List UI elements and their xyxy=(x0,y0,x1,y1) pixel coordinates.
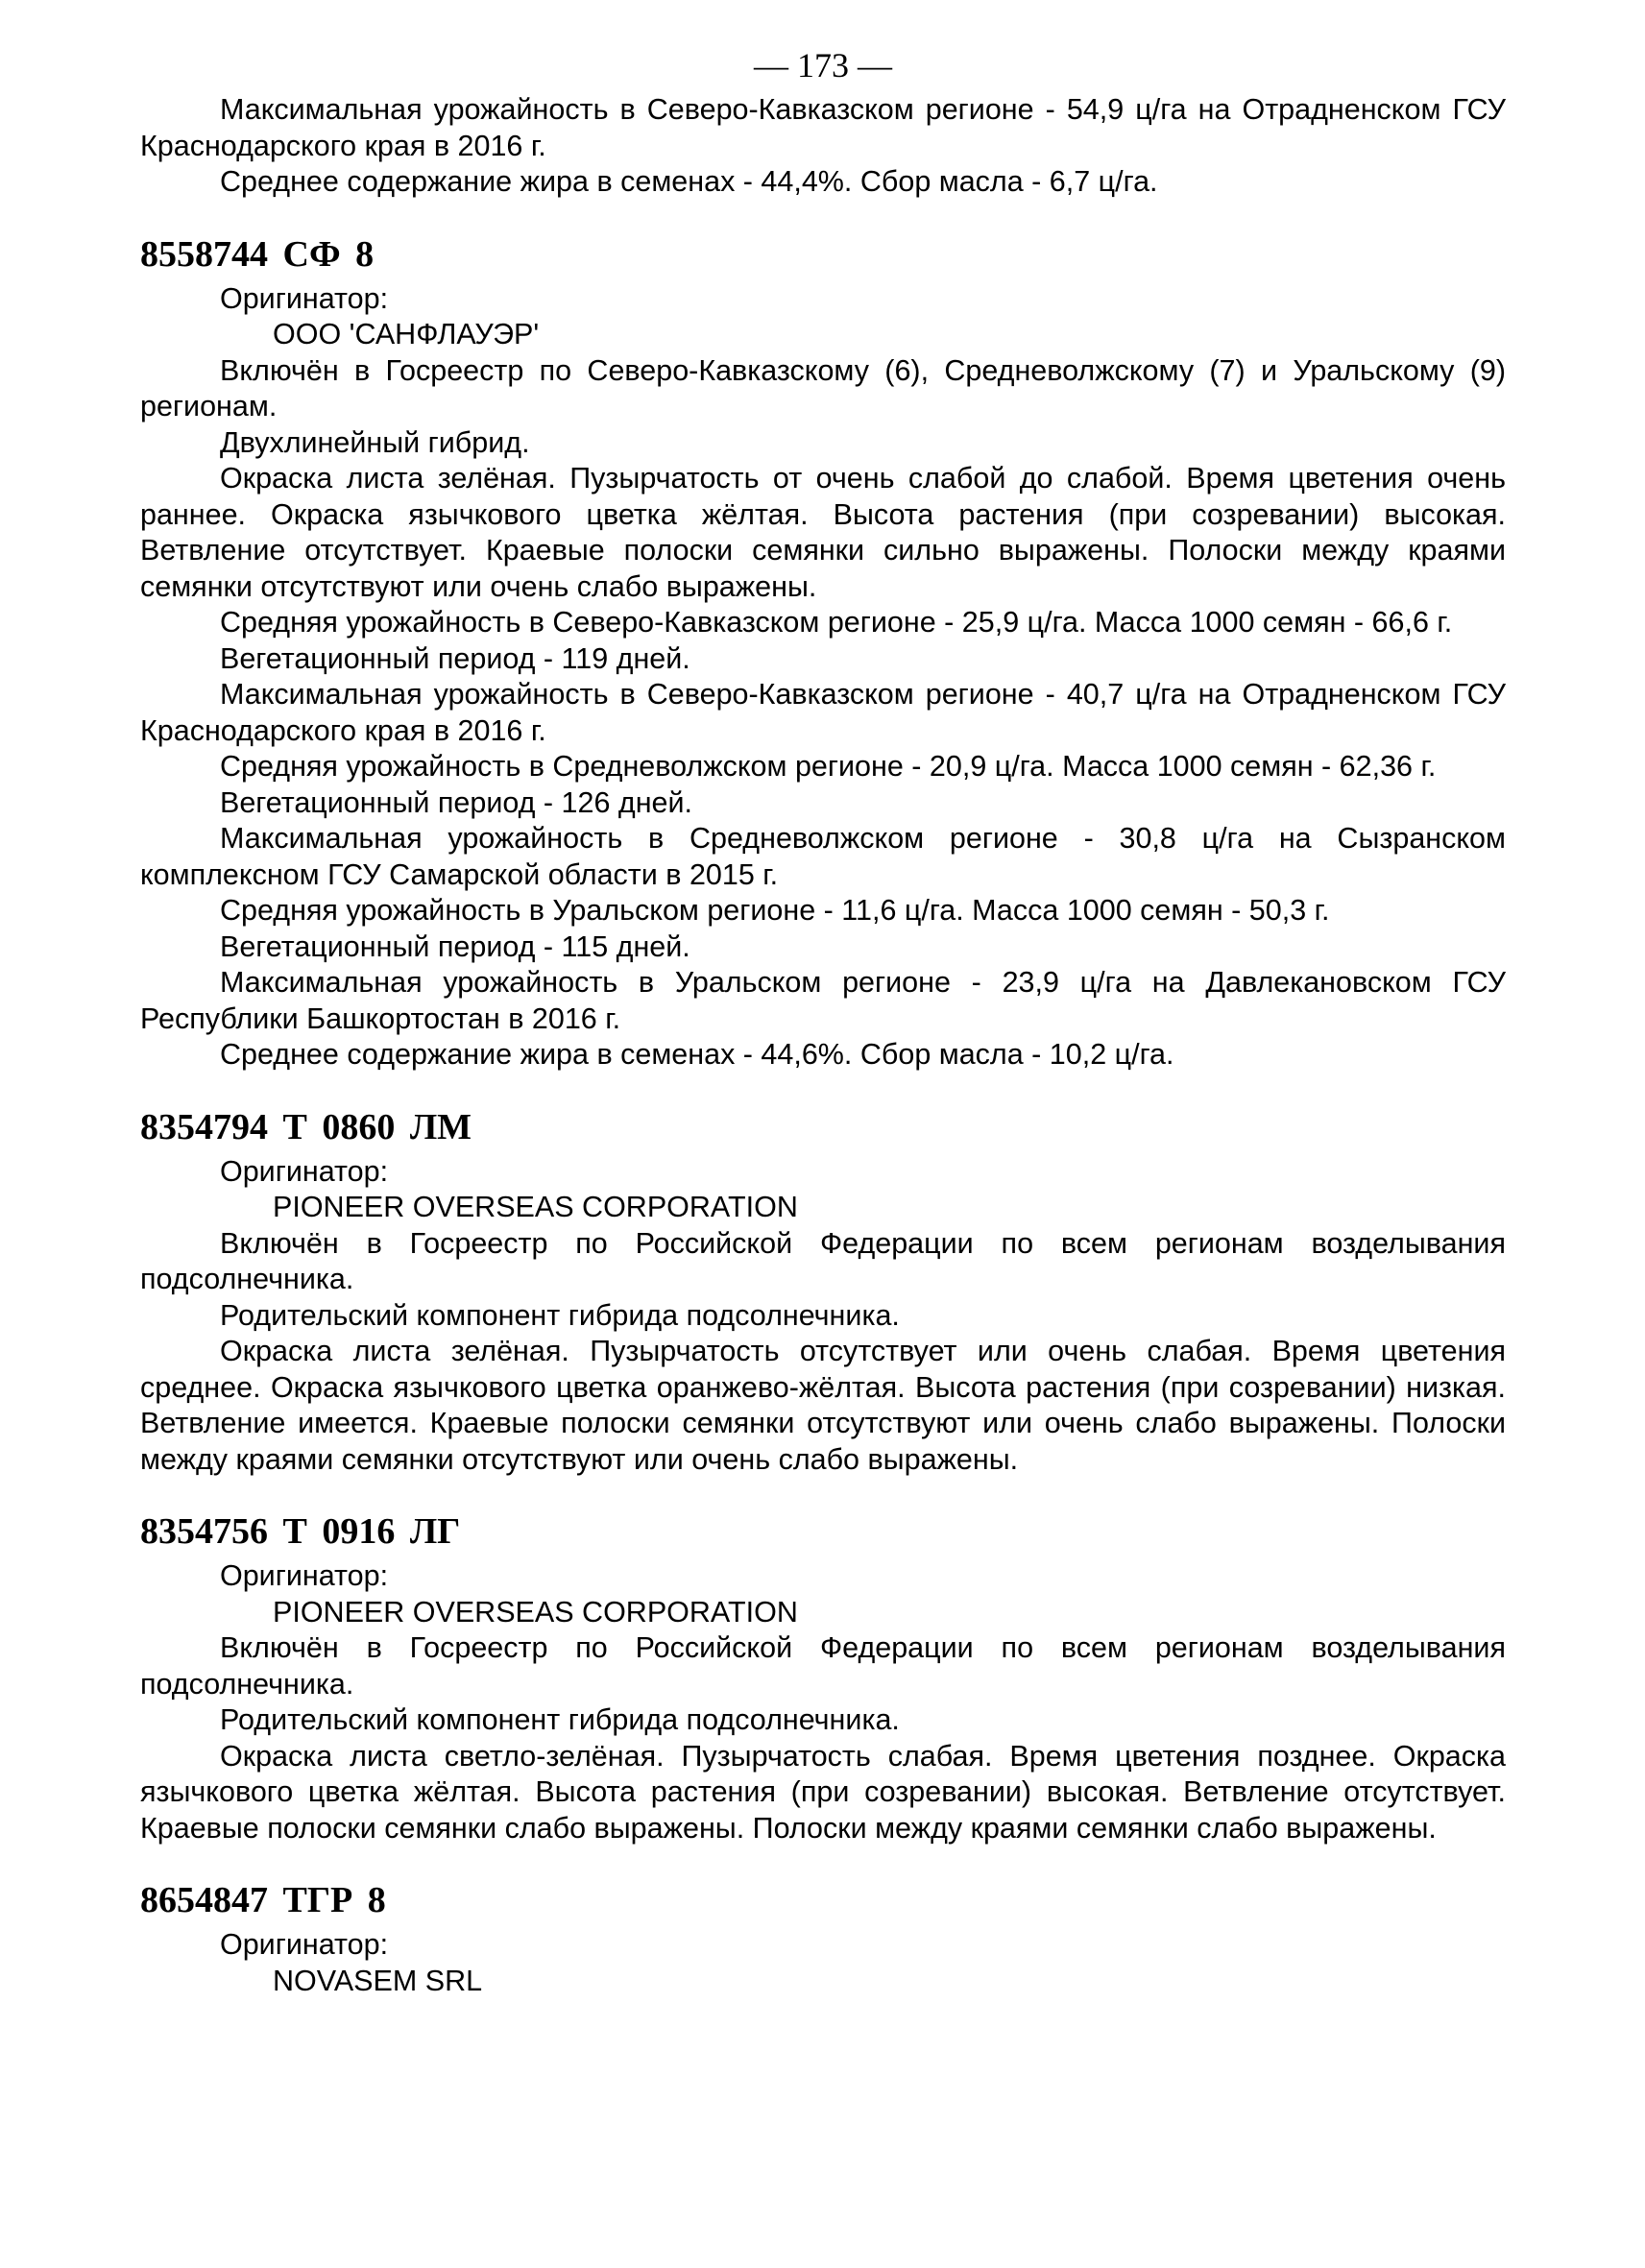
originator-label: Оригинатор: xyxy=(220,281,389,315)
entry-paragraph: Двухлинейный гибрид. xyxy=(220,425,530,459)
entry-paragraph: Максимальная урожайность в Северо-Кавказском регионе - 40,7 ц/га на Отрадненском ГСУ Краснодарского края в 2016 г. xyxy=(140,678,1506,747)
intro-paragraph: Максимальная урожайность в Северо-Кавказском регионе - 54,9 ц/га на Отрадненском ГСУ Краснодарского края в 2016 г. xyxy=(140,93,1506,162)
entry-t0916lg xyxy=(140,1510,1506,1846)
entry-paragraph: Вегетационный период - 115 дней. xyxy=(220,929,690,963)
entry-paragraph: Окраска листа зелёная. Пузырчатость от очень слабой до слабой. Время цветения очень раннее. Окраска язычкового цветка жёлтая. Высота растения (при созревании) высокая. Ветвление отсутствует. Краевые полоски семянки сильно выражены. Полоски между краями семянки отсутствуют или очень слабо выражены. xyxy=(140,462,1506,603)
entry-paragraph: Родительский компонент гибрида подсолнечника. xyxy=(220,1298,900,1332)
entry-paragraph: Средняя урожайность в Уральском регионе - 11,6 ц/га. Масса 1000 семян - 50,3 г. xyxy=(220,894,1330,927)
entry-paragraph: Максимальная урожайность в Уральском регионе - 23,9 ц/га на Давлекановском ГСУ Республики Башкортостан в 2016 г. xyxy=(140,966,1506,1035)
originator-label: Оригинатор: xyxy=(220,1928,389,1961)
originator-name: PIONEER OVERSEAS CORPORATION xyxy=(273,1595,798,1629)
originator-label: Оригинатор: xyxy=(220,1559,389,1592)
originator-name: ООО 'САНФЛАУЭР' xyxy=(273,318,540,350)
entry-sf8 xyxy=(140,233,1506,1074)
entry-paragraph: Родительский компонент гибрида подсолнечника. xyxy=(220,1703,900,1736)
entry-paragraph: Вегетационный период - 126 дней. xyxy=(220,785,693,819)
entry-paragraph: Включён в Госреестр по Российской Федерации по всем регионам возделывания подсолнечника. xyxy=(140,1226,1506,1295)
entry-paragraph: Среднее содержание жира в семенах - 44,6%. Сбор масла - 10,2 ц/га. xyxy=(220,1038,1174,1071)
entry-paragraph: Включён в Госреестр по Российской Федерации по всем регионам возделывания подсолнечника. xyxy=(140,1631,1506,1701)
entry-paragraph: Средняя урожайность в Средневолжском регионе - 20,9 ц/га. Масса 1000 семян - 62,36 г. xyxy=(220,750,1437,783)
entry-paragraph: Включён в Госреестр по Северо-Кавказскому (6), Средневолжскому (7) и Уральскому (9) регионам. xyxy=(140,353,1506,422)
entry-title: 8654847 ТГР 8 xyxy=(140,1880,386,1920)
entry-title: 8354794 Т 0860 ЛМ xyxy=(140,1106,472,1147)
entry-title: 8558744 СФ 8 xyxy=(140,233,375,275)
intro-paragraph: Среднее содержание жира в семенах - 44,4%. Сбор масла - 6,7 ц/га. xyxy=(220,165,1158,198)
document-page xyxy=(140,46,1506,1999)
page-number: — 173 — xyxy=(754,46,892,84)
originator-name: PIONEER OVERSEAS CORPORATION xyxy=(273,1191,798,1223)
entry-t0860lm xyxy=(140,1106,1506,1479)
entry-paragraph: Вегетационный период - 119 дней. xyxy=(220,641,690,675)
entry-paragraph: Средняя урожайность в Северо-Кавказском регионе - 25,9 ц/га. Масса 1000 семян - 66,6 г. xyxy=(220,606,1453,639)
entry-paragraph: Максимальная урожайность в Средневолжском регионе - 30,8 ц/га на Сызранском комплексном ГСУ Самарской области в 2015 г. xyxy=(140,822,1506,891)
originator-label: Оригинатор: xyxy=(220,1154,389,1188)
entry-paragraph: Окраска листа зелёная. Пузырчатость отсутствует или очень слабая. Время цветения среднее. Окраска язычкового цветка оранжево-жёлтая. Высота растения (при созревании) низкая. Ветвление имеется. Краевые полоски семянки отсутствуют или очень слабо выражены. Полоски между краями семянки отсутствуют или очень слабо выражены. xyxy=(140,1335,1506,1476)
entry-title: 8354756 Т 0916 ЛГ xyxy=(140,1511,461,1552)
originator-name: NOVASEM SRL xyxy=(273,1964,483,1997)
entry-paragraph: Окраска листа светло-зелёная. Пузырчатость слабая. Время цветения позднее. Окраска язычкового цветка жёлтая. Высота растения (при созревании) высокая. Ветвление отсутствует. Краевые полоски семянки слабо выражены. Полоски между краями семянки слабо выражены. xyxy=(140,1739,1506,1845)
entry-tgr8 xyxy=(140,1879,1506,1999)
